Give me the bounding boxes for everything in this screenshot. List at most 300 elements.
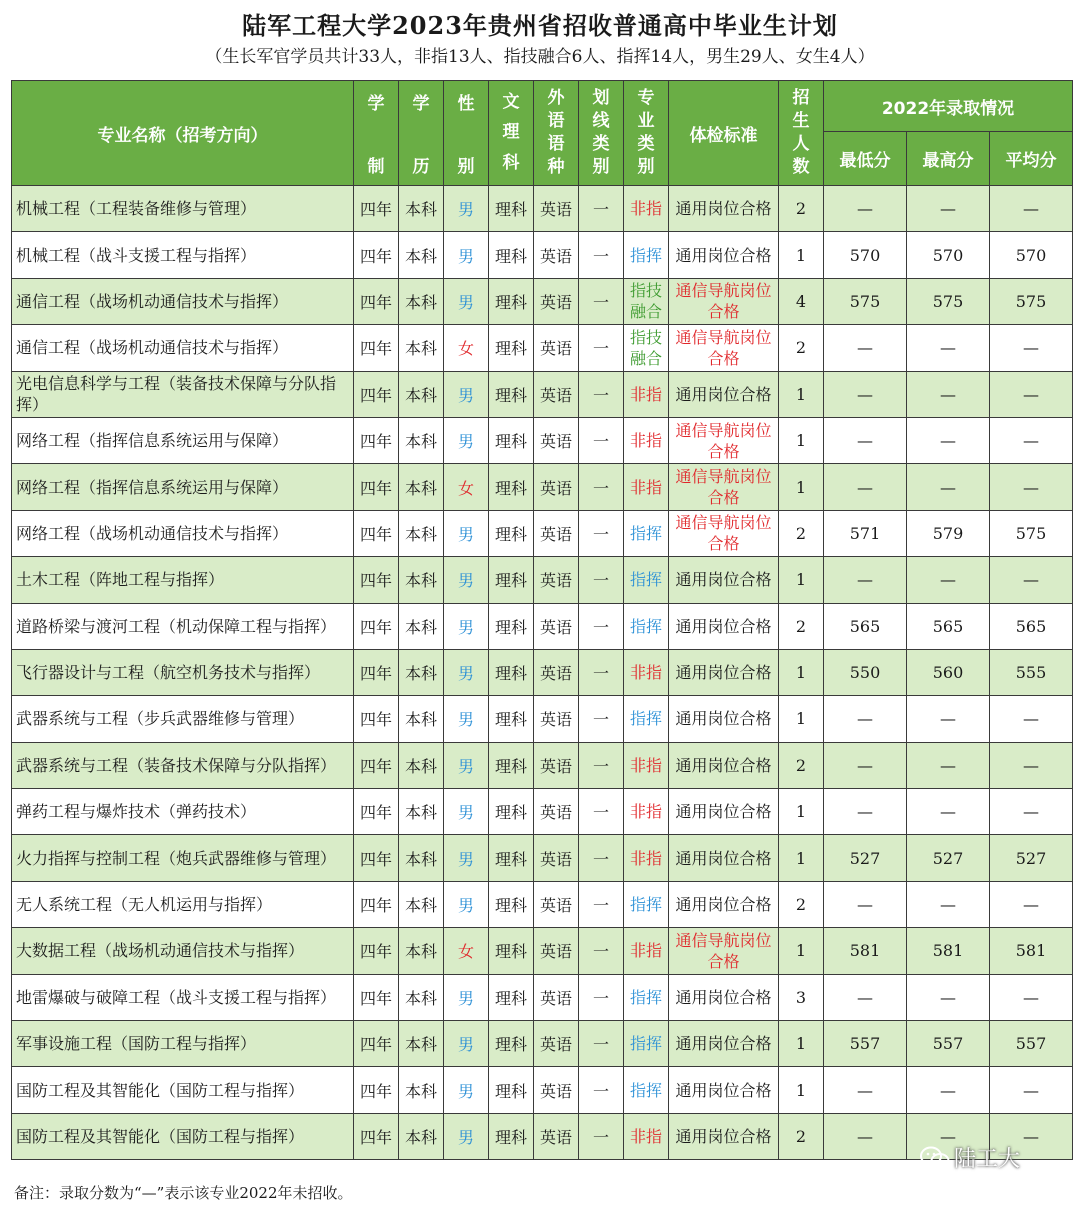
cell-subject: 理科 bbox=[489, 232, 534, 278]
cell-duration: 四年 bbox=[354, 835, 399, 881]
cell-major-category: 指挥 bbox=[624, 603, 669, 649]
cell-major-name: 道路桥梁与渡河工程（机动保障工程与指挥） bbox=[12, 603, 354, 649]
cell-quota: 1 bbox=[779, 649, 824, 695]
cell-language: 英语 bbox=[534, 603, 579, 649]
cell-line-category: 一 bbox=[579, 649, 624, 695]
cell-quota: 2 bbox=[779, 742, 824, 788]
cell-quota: 4 bbox=[779, 278, 824, 324]
cell-major-category: 非指 bbox=[624, 789, 669, 835]
cell-physical-standard: 通用岗位合格 bbox=[669, 696, 779, 742]
cell-subject: 理科 bbox=[489, 789, 534, 835]
cell-gender: 男 bbox=[444, 417, 489, 463]
cell-language: 英语 bbox=[534, 1067, 579, 1113]
cell-major-category: 非指 bbox=[624, 371, 669, 417]
table-header bbox=[12, 81, 1073, 186]
cell-line-category: 一 bbox=[579, 789, 624, 835]
cell-subject: 理科 bbox=[489, 696, 534, 742]
cell-physical-standard: 通用岗位合格 bbox=[669, 557, 779, 603]
cell-physical-standard: 通用岗位合格 bbox=[669, 789, 779, 835]
cell-avg-score: — bbox=[990, 557, 1073, 603]
cell-min-score: — bbox=[824, 186, 907, 232]
cell-major-category: 指挥 bbox=[624, 881, 669, 927]
cell-quota: 1 bbox=[779, 1067, 824, 1113]
cell-line-category: 一 bbox=[579, 1021, 624, 1067]
cell-max-score: 581 bbox=[907, 928, 990, 974]
cell-major-category: 非指 bbox=[624, 186, 669, 232]
cell-language: 英语 bbox=[534, 325, 579, 371]
watermark-text: 陆工大 bbox=[954, 1147, 1021, 1172]
cell-min-score: — bbox=[824, 371, 907, 417]
cell-major-name: 通信工程（战场机动通信技术与指挥） bbox=[12, 278, 354, 324]
cell-avg-score: — bbox=[990, 186, 1073, 232]
cell-major-category: 非指 bbox=[624, 464, 669, 510]
cell-avg-score: 575 bbox=[990, 510, 1073, 556]
cell-max-score: 560 bbox=[907, 649, 990, 695]
cell-degree: 本科 bbox=[399, 278, 444, 324]
cell-degree: 本科 bbox=[399, 742, 444, 788]
header-tijian: 体检标准 bbox=[669, 81, 779, 186]
cell-max-score: 570 bbox=[907, 232, 990, 278]
cell-max-score: 579 bbox=[907, 510, 990, 556]
cell-min-score: — bbox=[824, 881, 907, 927]
footnote: 备注：录取分数为“—”表示该专业2022年未招收。 bbox=[14, 1184, 353, 1202]
cell-subject: 理科 bbox=[489, 371, 534, 417]
cell-max-score: — bbox=[907, 696, 990, 742]
cell-max-score: — bbox=[907, 464, 990, 510]
cell-avg-score: — bbox=[990, 1067, 1073, 1113]
cell-major-name: 网络工程（指挥信息系统运用与保障） bbox=[12, 417, 354, 463]
header-max: 最高分 bbox=[907, 132, 990, 186]
cell-major-name: 弹药工程与爆炸技术（弹药技术） bbox=[12, 789, 354, 835]
cell-major-category: 非指 bbox=[624, 649, 669, 695]
cell-subject: 理科 bbox=[489, 742, 534, 788]
cell-language: 英语 bbox=[534, 417, 579, 463]
table-row bbox=[12, 371, 1073, 417]
cell-avg-score: — bbox=[990, 789, 1073, 835]
cell-degree: 本科 bbox=[399, 649, 444, 695]
cell-language: 英语 bbox=[534, 232, 579, 278]
cell-degree: 本科 bbox=[399, 325, 444, 371]
cell-degree: 本科 bbox=[399, 371, 444, 417]
cell-avg-score: 565 bbox=[990, 603, 1073, 649]
cell-min-score: 565 bbox=[824, 603, 907, 649]
enrollment-plan-table bbox=[11, 80, 1073, 1160]
cell-line-category: 一 bbox=[579, 278, 624, 324]
cell-avg-score: — bbox=[990, 696, 1073, 742]
cell-avg-score: 527 bbox=[990, 835, 1073, 881]
table-row bbox=[12, 464, 1073, 510]
cell-language: 英语 bbox=[534, 371, 579, 417]
cell-avg-score: 570 bbox=[990, 232, 1073, 278]
cell-duration: 四年 bbox=[354, 603, 399, 649]
cell-major-name: 国防工程及其智能化（国防工程与指挥） bbox=[12, 1113, 354, 1159]
cell-max-score: 565 bbox=[907, 603, 990, 649]
cell-subject: 理科 bbox=[489, 510, 534, 556]
table-row bbox=[12, 417, 1073, 463]
table-row bbox=[12, 325, 1073, 371]
cell-quota: 1 bbox=[779, 371, 824, 417]
cell-max-score: — bbox=[907, 1067, 990, 1113]
cell-gender: 女 bbox=[444, 325, 489, 371]
header-zhuanye: 专 业 类 别 bbox=[624, 81, 669, 186]
cell-duration: 四年 bbox=[354, 464, 399, 510]
cell-major-category: 非指 bbox=[624, 835, 669, 881]
cell-duration: 四年 bbox=[354, 510, 399, 556]
cell-min-score: 575 bbox=[824, 278, 907, 324]
cell-quota: 2 bbox=[779, 603, 824, 649]
cell-major-name: 大数据工程（战场机动通信技术与指挥） bbox=[12, 928, 354, 974]
cell-degree: 本科 bbox=[399, 557, 444, 603]
cell-duration: 四年 bbox=[354, 557, 399, 603]
cell-max-score: — bbox=[907, 742, 990, 788]
table-row bbox=[12, 1021, 1073, 1067]
header-zhaosheng: 招 生 人 数 bbox=[779, 81, 824, 186]
cell-physical-standard: 通信导航岗位合格 bbox=[669, 510, 779, 556]
cell-quota: 1 bbox=[779, 232, 824, 278]
cell-degree: 本科 bbox=[399, 974, 444, 1020]
table-row bbox=[12, 928, 1073, 974]
cell-degree: 本科 bbox=[399, 510, 444, 556]
cell-gender: 男 bbox=[444, 881, 489, 927]
cell-avg-score: — bbox=[990, 1113, 1073, 1159]
header-huaxian: 划 线 类 别 bbox=[579, 81, 624, 186]
cell-major-name: 土木工程（阵地工程与指挥） bbox=[12, 557, 354, 603]
table-row bbox=[12, 232, 1073, 278]
table-row bbox=[12, 696, 1073, 742]
cell-min-score: — bbox=[824, 974, 907, 1020]
cell-major-category: 指挥 bbox=[624, 696, 669, 742]
cell-major-category: 指挥 bbox=[624, 232, 669, 278]
page-subtitle: （生长军官学员共计33人，非指13人、指技融合6人、指挥14人，男生29人、女生4人） bbox=[205, 47, 875, 67]
cell-major-name: 火力指挥与控制工程（炮兵武器维修与管理） bbox=[12, 835, 354, 881]
cell-gender: 男 bbox=[444, 789, 489, 835]
cell-duration: 四年 bbox=[354, 881, 399, 927]
cell-quota: 1 bbox=[779, 1021, 824, 1067]
cell-quota: 1 bbox=[779, 928, 824, 974]
cell-major-category: 指挥 bbox=[624, 510, 669, 556]
cell-language: 英语 bbox=[534, 464, 579, 510]
cell-duration: 四年 bbox=[354, 696, 399, 742]
table-row bbox=[12, 742, 1073, 788]
cell-physical-standard: 通用岗位合格 bbox=[669, 371, 779, 417]
cell-line-category: 一 bbox=[579, 417, 624, 463]
header-xingbie: 性 别 bbox=[444, 81, 489, 186]
cell-language: 英语 bbox=[534, 789, 579, 835]
cell-max-score: 575 bbox=[907, 278, 990, 324]
cell-line-category: 一 bbox=[579, 371, 624, 417]
cell-gender: 男 bbox=[444, 742, 489, 788]
cell-duration: 四年 bbox=[354, 1113, 399, 1159]
cell-gender: 男 bbox=[444, 696, 489, 742]
cell-duration: 四年 bbox=[354, 789, 399, 835]
cell-min-score: — bbox=[824, 696, 907, 742]
cell-gender: 男 bbox=[444, 557, 489, 603]
table-row bbox=[12, 835, 1073, 881]
cell-major-name: 光电信息科学与工程（装备技术保障与分队指挥） bbox=[12, 371, 354, 417]
cell-major-name: 网络工程（指挥信息系统运用与保障） bbox=[12, 464, 354, 510]
cell-duration: 四年 bbox=[354, 1067, 399, 1113]
cell-subject: 理科 bbox=[489, 1067, 534, 1113]
cell-language: 英语 bbox=[534, 186, 579, 232]
cell-degree: 本科 bbox=[399, 881, 444, 927]
cell-physical-standard: 通用岗位合格 bbox=[669, 974, 779, 1020]
cell-major-category: 指挥 bbox=[624, 1021, 669, 1067]
cell-gender: 男 bbox=[444, 278, 489, 324]
cell-major-name: 地雷爆破与破障工程（战斗支援工程与指挥） bbox=[12, 974, 354, 1020]
cell-quota: 1 bbox=[779, 696, 824, 742]
cell-gender: 男 bbox=[444, 974, 489, 1020]
cell-gender: 男 bbox=[444, 603, 489, 649]
cell-language: 英语 bbox=[534, 742, 579, 788]
cell-line-category: 一 bbox=[579, 696, 624, 742]
cell-max-score: — bbox=[907, 974, 990, 1020]
watermark bbox=[920, 1142, 1020, 1173]
cell-degree: 本科 bbox=[399, 696, 444, 742]
table-row bbox=[12, 510, 1073, 556]
cell-line-category: 一 bbox=[579, 464, 624, 510]
cell-min-score: — bbox=[824, 1067, 907, 1113]
cell-duration: 四年 bbox=[354, 232, 399, 278]
cell-duration: 四年 bbox=[354, 1021, 399, 1067]
cell-language: 英语 bbox=[534, 1113, 579, 1159]
cell-avg-score: — bbox=[990, 371, 1073, 417]
cell-min-score: 571 bbox=[824, 510, 907, 556]
cell-line-category: 一 bbox=[579, 1067, 624, 1113]
header-min: 最低分 bbox=[824, 132, 907, 186]
cell-line-category: 一 bbox=[579, 186, 624, 232]
table-row bbox=[12, 649, 1073, 695]
cell-duration: 四年 bbox=[354, 417, 399, 463]
cell-subject: 理科 bbox=[489, 557, 534, 603]
cell-language: 英语 bbox=[534, 557, 579, 603]
cell-major-category: 非指 bbox=[624, 417, 669, 463]
cell-major-name: 无人系统工程（无人机运用与指挥） bbox=[12, 881, 354, 927]
header-luqu: 2022年录取情况 bbox=[824, 81, 1073, 132]
cell-physical-standard: 通信导航岗位合格 bbox=[669, 278, 779, 324]
cell-avg-score: 575 bbox=[990, 278, 1073, 324]
cell-quota: 2 bbox=[779, 325, 824, 371]
cell-min-score: 527 bbox=[824, 835, 907, 881]
cell-line-category: 一 bbox=[579, 510, 624, 556]
cell-major-category: 非指 bbox=[624, 1113, 669, 1159]
table-row bbox=[12, 1113, 1073, 1159]
cell-physical-standard: 通信导航岗位合格 bbox=[669, 417, 779, 463]
table-row bbox=[12, 974, 1073, 1020]
cell-physical-standard: 通信导航岗位合格 bbox=[669, 325, 779, 371]
cell-min-score: — bbox=[824, 417, 907, 463]
table-body bbox=[12, 186, 1073, 1160]
cell-major-category: 指挥 bbox=[624, 974, 669, 1020]
cell-avg-score: — bbox=[990, 464, 1073, 510]
cell-language: 英语 bbox=[534, 510, 579, 556]
cell-major-name: 飞行器设计与工程（航空机务技术与指挥） bbox=[12, 649, 354, 695]
table-row bbox=[12, 557, 1073, 603]
cell-language: 英语 bbox=[534, 649, 579, 695]
cell-quota: 2 bbox=[779, 510, 824, 556]
cell-line-category: 一 bbox=[579, 928, 624, 974]
cell-max-score: — bbox=[907, 325, 990, 371]
cell-subject: 理科 bbox=[489, 835, 534, 881]
cell-max-score: — bbox=[907, 789, 990, 835]
cell-language: 英语 bbox=[534, 278, 579, 324]
table-row bbox=[12, 1067, 1073, 1113]
cell-max-score: — bbox=[907, 881, 990, 927]
header-wenli: 文 理 科 bbox=[489, 81, 534, 186]
cell-max-score: — bbox=[907, 557, 990, 603]
cell-max-score: — bbox=[907, 186, 990, 232]
cell-major-category: 指技融合 bbox=[624, 325, 669, 371]
cell-subject: 理科 bbox=[489, 1021, 534, 1067]
cell-language: 英语 bbox=[534, 1021, 579, 1067]
cell-degree: 本科 bbox=[399, 835, 444, 881]
header-name: 专业名称（招考方向） bbox=[12, 81, 354, 186]
cell-min-score: — bbox=[824, 557, 907, 603]
cell-max-score: — bbox=[907, 1113, 990, 1159]
cell-avg-score: — bbox=[990, 417, 1073, 463]
cell-duration: 四年 bbox=[354, 742, 399, 788]
cell-duration: 四年 bbox=[354, 974, 399, 1020]
cell-line-category: 一 bbox=[579, 325, 624, 371]
cell-physical-standard: 通用岗位合格 bbox=[669, 649, 779, 695]
cell-line-category: 一 bbox=[579, 835, 624, 881]
cell-duration: 四年 bbox=[354, 649, 399, 695]
cell-gender: 男 bbox=[444, 186, 489, 232]
cell-line-category: 一 bbox=[579, 974, 624, 1020]
cell-subject: 理科 bbox=[489, 278, 534, 324]
cell-degree: 本科 bbox=[399, 928, 444, 974]
cell-major-name: 军事设施工程（国防工程与指挥） bbox=[12, 1021, 354, 1067]
cell-subject: 理科 bbox=[489, 464, 534, 510]
cell-avg-score: 581 bbox=[990, 928, 1073, 974]
cell-physical-standard: 通用岗位合格 bbox=[669, 881, 779, 927]
cell-subject: 理科 bbox=[489, 603, 534, 649]
cell-language: 英语 bbox=[534, 696, 579, 742]
cell-major-name: 武器系统与工程（步兵武器维修与管理） bbox=[12, 696, 354, 742]
cell-physical-standard: 通用岗位合格 bbox=[669, 603, 779, 649]
cell-degree: 本科 bbox=[399, 789, 444, 835]
cell-language: 英语 bbox=[534, 928, 579, 974]
cell-max-score: 557 bbox=[907, 1021, 990, 1067]
cell-line-category: 一 bbox=[579, 232, 624, 278]
cell-major-category: 指挥 bbox=[624, 1067, 669, 1113]
cell-quota: 1 bbox=[779, 789, 824, 835]
cell-degree: 本科 bbox=[399, 1021, 444, 1067]
page-title: 陆军工程大学2023年贵州省招收普通高中毕业生计划 bbox=[242, 11, 838, 40]
cell-physical-standard: 通用岗位合格 bbox=[669, 1067, 779, 1113]
cell-subject: 理科 bbox=[489, 325, 534, 371]
cell-gender: 男 bbox=[444, 510, 489, 556]
cell-duration: 四年 bbox=[354, 278, 399, 324]
cell-subject: 理科 bbox=[489, 928, 534, 974]
cell-duration: 四年 bbox=[354, 325, 399, 371]
cell-quota: 2 bbox=[779, 186, 824, 232]
cell-major-category: 指技融合 bbox=[624, 278, 669, 324]
cell-major-name: 网络工程（战场机动通信技术与指挥） bbox=[12, 510, 354, 556]
cell-major-category: 非指 bbox=[624, 742, 669, 788]
cell-avg-score: 555 bbox=[990, 649, 1073, 695]
cell-avg-score: — bbox=[990, 881, 1073, 927]
cell-min-score: 581 bbox=[824, 928, 907, 974]
cell-gender: 男 bbox=[444, 1067, 489, 1113]
cell-quota: 2 bbox=[779, 1113, 824, 1159]
table-row bbox=[12, 881, 1073, 927]
cell-subject: 理科 bbox=[489, 186, 534, 232]
cell-line-category: 一 bbox=[579, 557, 624, 603]
cell-avg-score: 557 bbox=[990, 1021, 1073, 1067]
cell-physical-standard: 通信导航岗位合格 bbox=[669, 464, 779, 510]
cell-degree: 本科 bbox=[399, 232, 444, 278]
cell-quota: 1 bbox=[779, 557, 824, 603]
cell-gender: 男 bbox=[444, 1021, 489, 1067]
cell-min-score: — bbox=[824, 742, 907, 788]
cell-degree: 本科 bbox=[399, 186, 444, 232]
cell-gender: 男 bbox=[444, 649, 489, 695]
cell-language: 英语 bbox=[534, 881, 579, 927]
wechat-icon bbox=[920, 1146, 950, 1170]
cell-duration: 四年 bbox=[354, 371, 399, 417]
cell-physical-standard: 通用岗位合格 bbox=[669, 1021, 779, 1067]
cell-quota: 1 bbox=[779, 464, 824, 510]
table-row bbox=[12, 186, 1073, 232]
cell-min-score: — bbox=[824, 464, 907, 510]
cell-duration: 四年 bbox=[354, 186, 399, 232]
cell-physical-standard: 通用岗位合格 bbox=[669, 232, 779, 278]
cell-quota: 1 bbox=[779, 835, 824, 881]
cell-min-score: — bbox=[824, 789, 907, 835]
cell-gender: 男 bbox=[444, 1113, 489, 1159]
cell-max-score: — bbox=[907, 417, 990, 463]
cell-line-category: 一 bbox=[579, 742, 624, 788]
cell-min-score: 550 bbox=[824, 649, 907, 695]
cell-line-category: 一 bbox=[579, 1113, 624, 1159]
cell-quota: 2 bbox=[779, 881, 824, 927]
cell-avg-score: — bbox=[990, 974, 1073, 1020]
cell-gender: 女 bbox=[444, 928, 489, 974]
table-row bbox=[12, 278, 1073, 324]
cell-duration: 四年 bbox=[354, 928, 399, 974]
cell-subject: 理科 bbox=[489, 974, 534, 1020]
cell-gender: 男 bbox=[444, 232, 489, 278]
table-row bbox=[12, 789, 1073, 835]
cell-line-category: 一 bbox=[579, 603, 624, 649]
cell-gender: 男 bbox=[444, 371, 489, 417]
cell-subject: 理科 bbox=[489, 1113, 534, 1159]
cell-min-score: — bbox=[824, 325, 907, 371]
cell-min-score: 570 bbox=[824, 232, 907, 278]
header-xuezhi: 学 制 bbox=[354, 81, 399, 186]
cell-avg-score: — bbox=[990, 325, 1073, 371]
cell-max-score: — bbox=[907, 371, 990, 417]
cell-quota: 3 bbox=[779, 974, 824, 1020]
cell-subject: 理科 bbox=[489, 417, 534, 463]
cell-major-name: 机械工程（工程装备维修与管理） bbox=[12, 186, 354, 232]
cell-min-score: 557 bbox=[824, 1021, 907, 1067]
cell-physical-standard: 通用岗位合格 bbox=[669, 835, 779, 881]
cell-major-name: 通信工程（战场机动通信技术与指挥） bbox=[12, 325, 354, 371]
header-xueli: 学 历 bbox=[399, 81, 444, 186]
cell-major-name: 国防工程及其智能化（国防工程与指挥） bbox=[12, 1067, 354, 1113]
cell-min-score: — bbox=[824, 1113, 907, 1159]
cell-language: 英语 bbox=[534, 974, 579, 1020]
cell-degree: 本科 bbox=[399, 1113, 444, 1159]
cell-gender: 女 bbox=[444, 464, 489, 510]
cell-major-name: 机械工程（战斗支援工程与指挥） bbox=[12, 232, 354, 278]
cell-language: 英语 bbox=[534, 835, 579, 881]
cell-max-score: 527 bbox=[907, 835, 990, 881]
cell-physical-standard: 通信导航岗位合格 bbox=[669, 928, 779, 974]
cell-physical-standard: 通用岗位合格 bbox=[669, 742, 779, 788]
cell-physical-standard: 通用岗位合格 bbox=[669, 186, 779, 232]
